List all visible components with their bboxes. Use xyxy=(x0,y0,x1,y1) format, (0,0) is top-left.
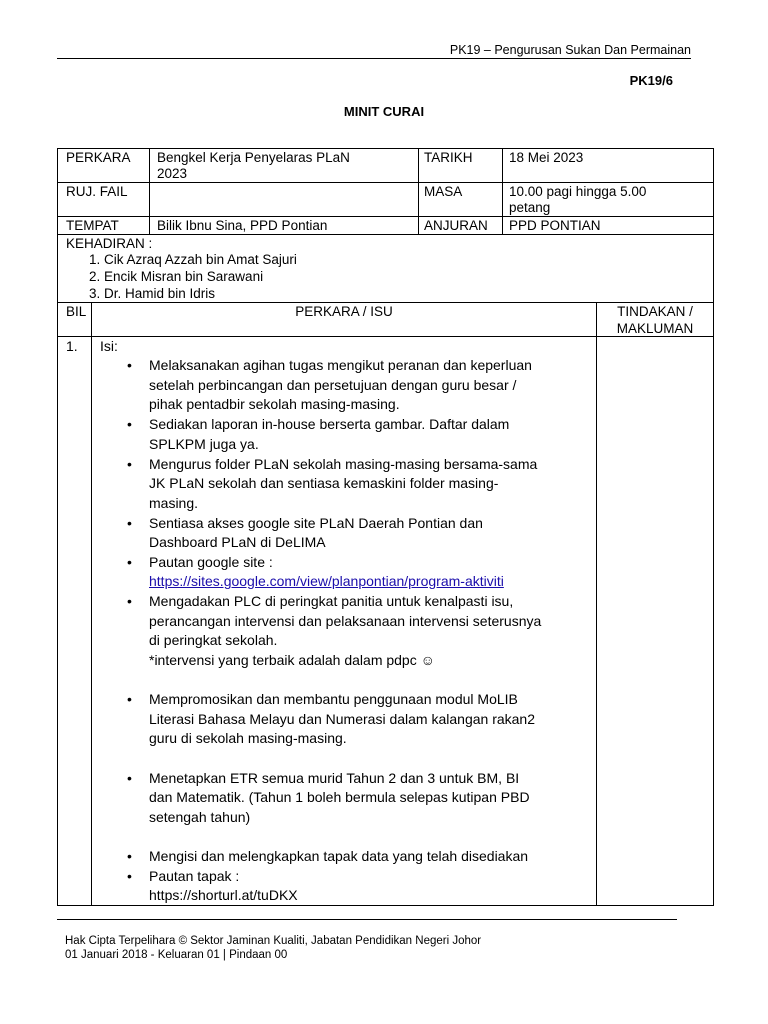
item-line: Mempromosikan dan membantu penggunaan modul MoLIB xyxy=(149,691,518,707)
perkara-value-line2: 2023 xyxy=(157,166,188,181)
item-line: Mengadakan PLC di peringkat panitia untuk kenalpasti isu, xyxy=(149,593,514,609)
rujfail-label: RUJ. FAIL xyxy=(66,184,128,199)
item-line: guru di sekolah masing-masing. xyxy=(149,730,347,746)
item-line: *intervensi yang terbaik adalah dalam pdpc ☺ xyxy=(149,652,435,668)
item-line: di peringkat sekolah. xyxy=(149,632,278,648)
bullet-4: • xyxy=(127,515,132,531)
bullet-6: • xyxy=(127,593,132,609)
item-line: Mengurus folder PLaN sekolah masing-masing bersama-sama xyxy=(149,456,538,472)
attendee-3: 3. Dr. Hamid bin Idris xyxy=(89,286,216,301)
anjuran-value: PPD PONTIAN xyxy=(509,218,601,233)
bullet-5: • xyxy=(127,554,132,570)
tarikh-value: 18 Mei 2023 xyxy=(509,150,584,165)
col-perkara-isu: PERKARA / ISU xyxy=(295,304,393,319)
item-line: Pautan google site : xyxy=(149,554,273,570)
bullet-10: • xyxy=(127,868,132,884)
document-title: MINIT CURAI xyxy=(343,104,425,119)
bullet-3: • xyxy=(127,456,132,472)
col-bil: BIL xyxy=(66,304,87,319)
item-line: Sentiasa akses google site PLaN Daerah Pontian dan xyxy=(149,515,483,531)
masa-value-line2: petang xyxy=(509,200,551,215)
item-line: Literasi Bahasa Melayu dan Numerasi dalam kalangan rakan2 xyxy=(149,711,535,727)
anjuran-label: ANJURAN xyxy=(424,218,488,233)
row-bil: 1. xyxy=(66,338,78,354)
attendee-1: 1. Cik Azraq Azzah bin Amat Sajuri xyxy=(89,252,297,267)
tarikh-label: TARIKH xyxy=(424,150,473,165)
bullet-7: • xyxy=(127,691,132,707)
bullet-8: • xyxy=(127,770,132,786)
item-line: setelah perbincangan dan persetujuan dengan guru besar / xyxy=(149,377,517,393)
bullet-9: • xyxy=(127,848,132,864)
footer-release: 01 Januari 2018 - Keluaran 01 | Pindaan 00 xyxy=(65,949,288,961)
isi-label: Isi: xyxy=(100,338,118,354)
kehadiran-label: KEHADIRAN : xyxy=(66,236,153,251)
item-line: JK PLaN sekolah dan sentiasa kemaskini folder masing- xyxy=(149,475,499,491)
attendee-2: 2. Encik Misran bin Sarawani xyxy=(89,269,264,284)
item-line: SPLKPM juga ya. xyxy=(149,436,259,452)
item-line: dan Matematik. (Tahun 1 boleh bermula selepas kutipan PBD xyxy=(149,789,530,805)
masa-label: MASA xyxy=(424,184,463,199)
minutes-table xyxy=(57,148,714,906)
bullet-2: • xyxy=(127,416,132,432)
footer-copyright: Hak Cipta Terpelihara © Sektor Jaminan Kualiti, Jabatan Pendidikan Negeri Johor xyxy=(65,935,482,947)
item-line: Sediakan laporan in-house berserta gambar. Daftar dalam xyxy=(149,416,510,432)
footer-rule xyxy=(57,919,677,920)
header-rule xyxy=(57,58,691,59)
item-line: Dashboard PLaN di DeLIMA xyxy=(149,534,326,550)
col-tindakan-line1: TINDAKAN / xyxy=(617,304,693,319)
perkara-value-line1: Bengkel Kerja Penyelaras PLaN xyxy=(157,150,350,165)
tempat-value: Bilik Ibnu Sina, PPD Pontian xyxy=(157,218,328,233)
tempat-label: TEMPAT xyxy=(66,218,119,233)
masa-value-line1: 10.00 pagi hingga 5.00 xyxy=(509,184,647,199)
col-tindakan-line2: MAKLUMAN xyxy=(616,321,694,336)
google-site-link[interactable]: https://sites.google.com/view/planpontian/program-aktiviti xyxy=(149,573,504,589)
item-line: Pautan tapak : xyxy=(149,868,240,884)
item-line: Menetapkan ETR semua murid Tahun 2 dan 3 untuk BM, BI xyxy=(149,770,520,786)
item-line: perancangan intervensi dan pelaksanaan intervensi seterusnya xyxy=(149,613,542,629)
item-line: pihak pentadbir sekolah masing-masing. xyxy=(149,396,400,412)
bullet-1: • xyxy=(127,357,132,373)
document-number: PK19/6 xyxy=(629,73,673,88)
item-line: setengah tahun) xyxy=(149,809,251,825)
item-line: Melaksanakan agihan tugas mengikut peranan dan keperluan xyxy=(149,357,532,373)
item-line: masing. xyxy=(149,495,199,511)
page-header: PK19 – Pengurusan Sukan Dan Permainan xyxy=(449,43,691,57)
perkara-label: PERKARA xyxy=(66,150,131,165)
item-line: Mengisi dan melengkapkan tapak data yang telah disediakan xyxy=(149,848,529,864)
shorturl-link[interactable]: https://shorturl.at/tuDKX xyxy=(149,887,298,903)
